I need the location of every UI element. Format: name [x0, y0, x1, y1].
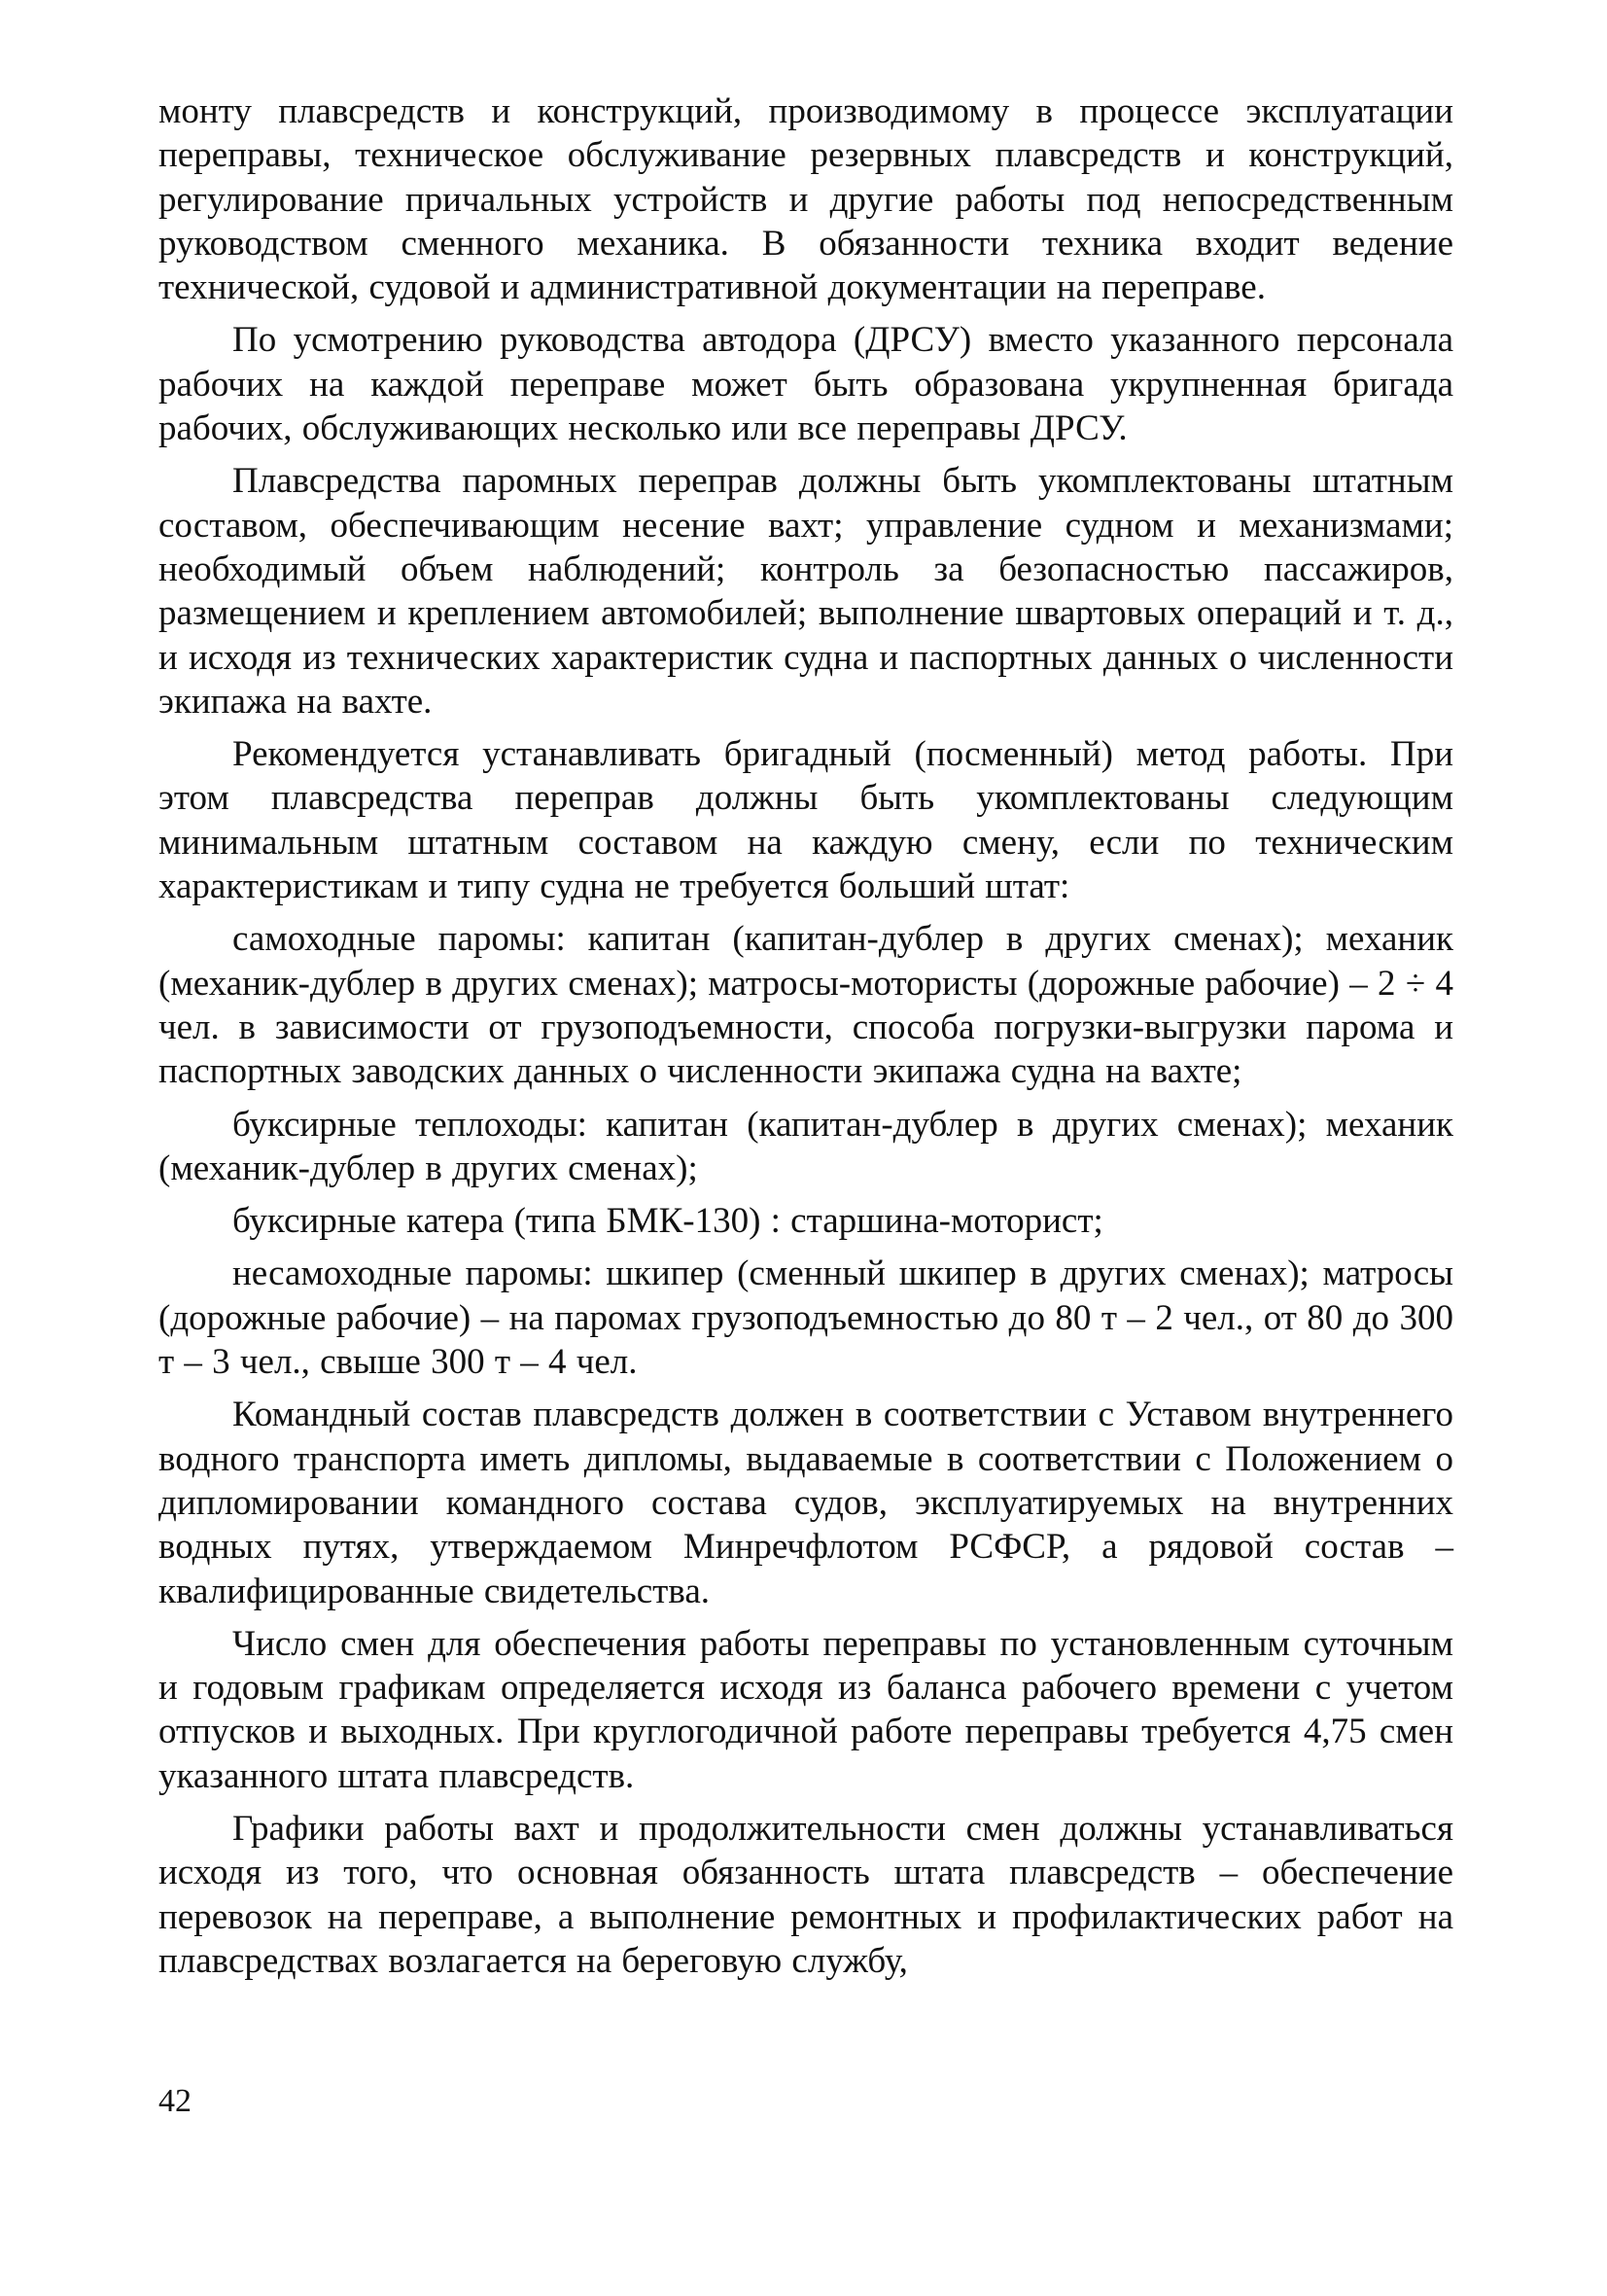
paragraph-staff-option: По усмотрению руководства автодора (ДРСУ) вместо указанного персонала рабочих на каждой переправе может быть образована укрупненная бригада рабочих, обслуживающих несколько или все переправы ДРСУ.: [158, 320, 1453, 449]
paragraph-shift-count: Число смен для обеспечения работы переправы по установленным суточным и годовым графикам определяется исходя из баланса рабочего времени с учетом отпусков и выходных. При круглогодичной работе переправы требуется 4,75 смен указанного штата плавсредств.: [158, 1623, 1453, 1796]
list-item-non-self-propelled-ferries: несамоходные паромы: шкипер (сменный шкипер в других сменах); матросы (дорожные рабочие) – на паромах грузоподъемностью до 80 т – 2 чел., от 80 до 300 т – 3 чел., свыше 300 т – 4 чел.: [158, 1254, 1453, 1383]
paragraph-continuation: монту плавсредств и конструкций, производимому в процессе эксплуатации переправы, техническое обслуживание резервных плавсредств и конструкций, регулирование причальных устройств и другие работы под непосредственным руководством сменного механика. В обязанности техника входит ведение технической, судовой и административной документации на переправе.: [158, 91, 1453, 308]
list-item-tugboats: буксирные теплоходы: капитан (капитан-дублер в других сменах); механик (механик-дублер в других сменах);: [158, 1104, 1453, 1188]
paragraph-watch-schedules: Графики работы вахт и продолжительности смен должны устанавливаться исходя из того, что основная обязанность штата плавсредств – обеспечение перевозок на переправе, а выполнение ремонтных и профилактических работ на плавсредствах возлагается на береговую службу,: [158, 1808, 1453, 1981]
page-number: 42: [158, 2083, 192, 2119]
list-item-tug-launches: буксирные катера (типа БМК-130) : старшина-моторист;: [232, 1201, 1103, 1242]
paragraph-staffing-requirements: Плавсредства паромных переправ должны быть укомплектованы штатным составом, обеспечивающим несение вахт; управление судном и механизмами; необходимый объем наблюдений; контроль за безопасностью пассажиров, размещением и креплением автомобилей; выполнение швартовых операций и т. д., и исходя из технических характеристик судна и паспортных данных о численности экипажа на вахте.: [158, 461, 1453, 722]
paragraph-command-staff: Командный состав плавсредств должен в соответствии с Уставом внутреннего водного транспорта иметь дипломы, выдаваемые в соответствии с Положением о дипломировании командного состава судов, эксплуатируемых на внутренних водных путях, утверждаемом Минречфлотом РСФСР, а рядовой состав – квалифицированные свидетельства.: [158, 1395, 1453, 1611]
paragraph-shift-method: Рекомендуется устанавливать бригадный (посменный) метод работы. При этом плавсредства переправ должны быть укомплектованы следующим минимальным штатным составом на каждую смену, если по техническим характеристикам и типу судна не требуется больший штат:: [158, 734, 1453, 907]
body-text: [158, 89, 1453, 1992]
list-item-self-propelled-ferries: самоходные паромы: капитан (капитан-дублер в других сменах); механик (механик-дублер в других сменах); матросы-мотористы (дорожные рабочие) – 2 ÷ 4 чел. в зависимости от грузоподъемности, способа погрузки-выгрузки парома и паспортных заводских данных о численности экипажа судна на вахте;: [158, 919, 1453, 1092]
